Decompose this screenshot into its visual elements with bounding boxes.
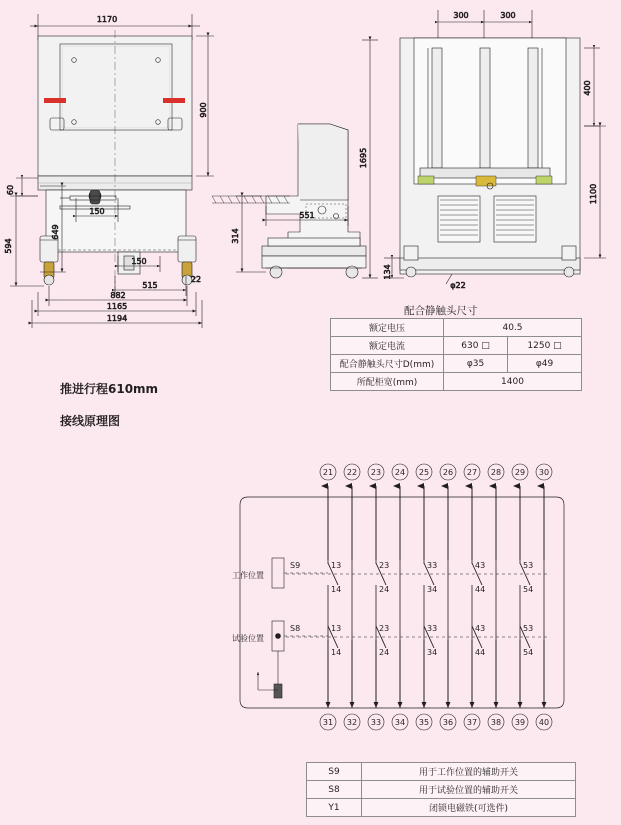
svg-text:900: 900 [199, 102, 208, 118]
svg-text:882: 882 [110, 291, 126, 300]
svg-text:24: 24 [379, 585, 390, 594]
svg-text:1165: 1165 [106, 302, 128, 311]
svg-text:400: 400 [583, 80, 592, 96]
svg-text:23: 23 [379, 624, 390, 633]
table-row [331, 355, 582, 373]
svg-text:53: 53 [523, 624, 534, 633]
svg-text:34: 34 [427, 585, 438, 594]
svg-text:32: 32 [346, 718, 358, 727]
stroke-caption: 推进行程610mm [60, 382, 159, 396]
svg-text:43: 43 [475, 624, 486, 633]
legend-code: Y1 [307, 799, 362, 817]
svg-text:24: 24 [379, 648, 390, 657]
switch-label-s8: S8 [290, 624, 301, 633]
svg-text:60: 60 [6, 184, 15, 196]
svg-text:44: 44 [475, 585, 486, 594]
svg-text:21: 21 [322, 468, 334, 477]
table-row [331, 337, 582, 355]
svg-text:594: 594 [4, 238, 13, 254]
svg-text:53: 53 [523, 561, 534, 570]
svg-text:54: 54 [523, 585, 534, 594]
row-label: 配合静触头尺寸D(mm) [331, 355, 444, 373]
contact-table-caption: 配合静触头尺寸 [404, 305, 478, 317]
row-label: 额定电流 [331, 337, 444, 355]
svg-text:150: 150 [89, 207, 105, 216]
table-row [307, 763, 576, 781]
svg-text:23: 23 [379, 561, 390, 570]
label-test-position: 试验位置 [232, 634, 264, 643]
svg-text:1100: 1100 [589, 183, 598, 205]
svg-text:30: 30 [538, 468, 550, 477]
svg-text:33: 33 [427, 624, 438, 633]
svg-text:40: 40 [538, 718, 550, 727]
svg-text:34: 34 [394, 718, 406, 727]
svg-text:1695: 1695 [359, 147, 368, 169]
svg-text:34: 34 [427, 648, 438, 657]
svg-text:φ22: φ22 [450, 281, 466, 290]
svg-text:23: 23 [370, 468, 382, 477]
contact-dimension-table [330, 318, 582, 391]
wiring-diagram-caption: 接线原理图 [60, 414, 121, 428]
svg-text:38: 38 [490, 718, 502, 727]
svg-text:13: 13 [331, 561, 342, 570]
legend-desc: 用于试验位置的辅助开关 [362, 781, 576, 799]
svg-text:314: 314 [231, 228, 240, 244]
legend-code: S8 [307, 781, 362, 799]
row-label: 额定电压 [331, 319, 444, 337]
svg-text:13: 13 [331, 624, 342, 633]
svg-text:29: 29 [514, 468, 526, 477]
row-value-1250: 1250 □ [508, 337, 582, 355]
svg-text:31: 31 [322, 718, 334, 727]
svg-text:22: 22 [190, 275, 202, 284]
row-label: 所配柜宽(mm) [331, 373, 444, 391]
svg-text:551: 551 [299, 211, 315, 220]
label-work-position: 工作位置 [232, 571, 264, 580]
svg-text:515: 515 [142, 281, 158, 290]
table-row [307, 799, 576, 817]
svg-text:150: 150 [131, 257, 147, 266]
legend-desc: 用于工作位置的辅助开关 [362, 763, 576, 781]
table-row [307, 781, 576, 799]
row-value: 1400 [444, 373, 582, 391]
row-value: 40.5 [444, 319, 582, 337]
svg-text:36: 36 [442, 718, 454, 727]
svg-text:14: 14 [331, 648, 342, 657]
row-value-630: 630 □ [444, 337, 508, 355]
row-value-d49: φ49 [508, 355, 582, 373]
svg-text:1170: 1170 [96, 15, 118, 24]
svg-text:37: 37 [466, 718, 478, 727]
switch-label-s9: S9 [290, 561, 301, 570]
svg-text:35: 35 [418, 718, 430, 727]
legend-code: S9 [307, 763, 362, 781]
svg-text:14: 14 [331, 585, 342, 594]
svg-text:39: 39 [514, 718, 526, 727]
svg-text:24: 24 [394, 468, 406, 477]
row-value-d35: φ35 [444, 355, 508, 373]
legend-desc: 闭锁电磁铁(可选件) [362, 799, 576, 817]
svg-text:1194: 1194 [106, 314, 128, 323]
svg-text:27: 27 [466, 468, 478, 477]
svg-text:43: 43 [475, 561, 486, 570]
svg-text:134: 134 [383, 264, 392, 280]
svg-text:22: 22 [346, 468, 358, 477]
svg-text:33: 33 [427, 561, 438, 570]
svg-text:28: 28 [490, 468, 502, 477]
svg-text:649: 649 [51, 224, 60, 240]
svg-text:44: 44 [475, 648, 486, 657]
table-row [331, 319, 582, 337]
svg-text:25: 25 [418, 468, 430, 477]
table-row [331, 373, 582, 391]
svg-text:300: 300 [453, 11, 469, 20]
svg-text:300: 300 [500, 11, 516, 20]
svg-text:26: 26 [442, 468, 454, 477]
legend-table [306, 762, 576, 817]
svg-text:54: 54 [523, 648, 534, 657]
svg-text:33: 33 [370, 718, 382, 727]
